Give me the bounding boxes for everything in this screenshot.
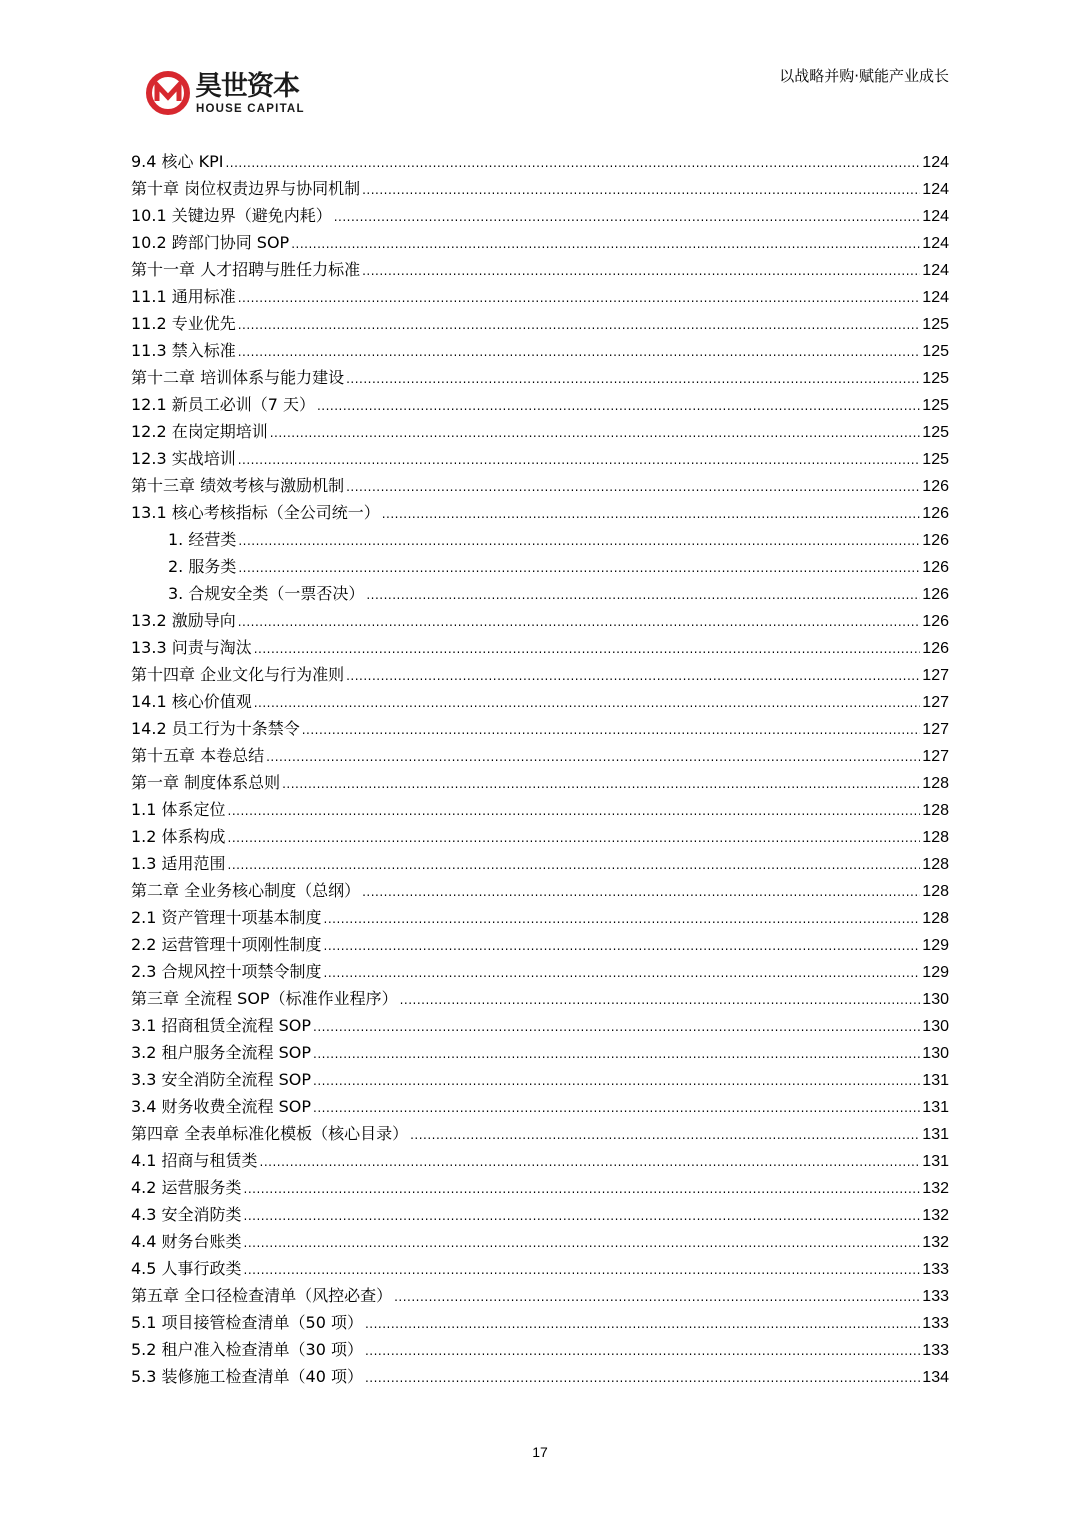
toc-entry-title: 4.4 财务台账类 xyxy=(131,1232,242,1251)
toc-dot-leader xyxy=(400,987,921,1014)
toc-dot-leader xyxy=(362,258,920,285)
toc-entry-page: 125 xyxy=(922,316,949,333)
toc-entry[interactable] xyxy=(131,1363,949,1390)
toc-entry-title: 1.1 体系定位 xyxy=(131,800,226,819)
toc-entry[interactable] xyxy=(131,904,949,931)
page-header xyxy=(0,0,1080,140)
toc-entry[interactable] xyxy=(131,607,949,634)
toc-dot-leader xyxy=(346,366,920,393)
toc-entry[interactable] xyxy=(131,1201,949,1228)
toc-entry-title: 13.2 激励导向 xyxy=(131,611,236,630)
toc-entry[interactable] xyxy=(131,1228,949,1255)
toc-dot-leader xyxy=(334,204,921,231)
toc-entry-title: 第十章 岗位权责边界与协同机制 xyxy=(131,179,361,198)
toc-dot-leader xyxy=(270,420,921,447)
toc-entry[interactable] xyxy=(131,148,949,175)
toc-dot-leader xyxy=(346,663,920,690)
toc-entry-title: 第十一章 人才招聘与胜任力标准 xyxy=(131,260,361,279)
toc-dot-leader xyxy=(291,231,920,258)
toc-entry[interactable] xyxy=(131,1093,949,1120)
table-of-contents xyxy=(131,148,949,1390)
toc-dot-leader xyxy=(238,339,921,366)
toc-entry[interactable] xyxy=(131,958,949,985)
toc-entry[interactable] xyxy=(131,823,949,850)
toc-dot-leader xyxy=(266,744,920,771)
toc-entry[interactable] xyxy=(131,769,949,796)
toc-entry-title: 11.2 专业优先 xyxy=(131,314,236,333)
toc-dot-leader xyxy=(346,474,920,501)
toc-entry-title: 13.3 问责与淘汰 xyxy=(131,638,252,657)
toc-entry[interactable] xyxy=(131,931,949,958)
toc-entry-title: 12.3 实战培训 xyxy=(131,449,236,468)
toc-entry-title: 2. 服务类 xyxy=(168,557,237,576)
toc-dot-leader xyxy=(238,447,921,474)
toc-dot-leader xyxy=(394,1284,920,1311)
toc-entry-title: 1. 经营类 xyxy=(168,530,237,549)
toc-entry-page: 128 xyxy=(922,856,949,873)
toc-entry-page: 129 xyxy=(922,937,949,954)
toc-entry-title: 4.3 安全消防类 xyxy=(131,1205,242,1224)
toc-entry[interactable] xyxy=(131,175,949,202)
toc-dot-leader xyxy=(244,1257,921,1284)
toc-entry[interactable] xyxy=(131,1174,949,1201)
toc-dot-leader xyxy=(313,1041,920,1068)
toc-entry-page: 134 xyxy=(922,1369,949,1386)
toc-dot-leader xyxy=(228,825,921,852)
toc-entry-title: 2.1 资产管理十项基本制度 xyxy=(131,908,322,927)
toc-entry-title: 第二章 全业务核心制度（总纲） xyxy=(131,881,361,900)
toc-entry-page: 125 xyxy=(922,343,949,360)
toc-entry[interactable] xyxy=(131,1255,949,1282)
toc-dot-leader xyxy=(313,1068,920,1095)
toc-dot-leader xyxy=(365,1365,920,1392)
toc-entry-page: 126 xyxy=(922,532,949,549)
toc-entry[interactable] xyxy=(131,283,949,310)
toc-entry-title: 第五章 全口径检查清单（风控必查） xyxy=(131,1286,393,1305)
toc-dot-leader xyxy=(254,636,921,663)
toc-entry-title: 5.3 装修施工检查清单（40 项） xyxy=(131,1367,363,1386)
toc-entry-page: 129 xyxy=(922,964,949,981)
toc-entry[interactable] xyxy=(131,337,949,364)
toc-entry[interactable] xyxy=(131,1039,949,1066)
toc-dot-leader xyxy=(238,555,920,582)
toc-dot-leader xyxy=(244,1203,921,1230)
toc-entry-title: 14.2 员工行为十条禁令 xyxy=(131,719,300,738)
toc-dot-leader xyxy=(365,1338,920,1365)
toc-dot-leader xyxy=(382,501,921,528)
toc-entry-page: 131 xyxy=(922,1153,949,1170)
toc-entry-page: 132 xyxy=(922,1234,949,1251)
toc-entry[interactable] xyxy=(131,553,949,580)
toc-entry[interactable] xyxy=(131,526,949,553)
toc-entry-title: 14.1 核心价值观 xyxy=(131,692,252,711)
toc-entry-title: 12.1 新员工必训（7 天） xyxy=(131,395,315,414)
toc-entry[interactable] xyxy=(131,877,949,904)
toc-dot-leader xyxy=(366,582,920,609)
toc-entry-page: 133 xyxy=(922,1288,949,1305)
toc-entry-title: 5.2 租户准入检查清单（30 项） xyxy=(131,1340,363,1359)
toc-entry-title: 3.3 安全消防全流程 SOP xyxy=(131,1070,312,1089)
toc-entry-page: 126 xyxy=(922,478,949,495)
toc-entry-title: 第四章 全表单标准化模板（核心目录） xyxy=(131,1124,409,1143)
toc-dot-leader xyxy=(324,933,921,960)
toc-entry[interactable] xyxy=(131,1066,949,1093)
company-logo xyxy=(145,70,315,122)
toc-entry-page: 130 xyxy=(922,1045,949,1062)
toc-entry[interactable] xyxy=(131,364,949,391)
toc-dot-leader xyxy=(313,1095,920,1122)
toc-entry[interactable] xyxy=(131,688,949,715)
toc-entry-title: 3.2 租户服务全流程 SOP xyxy=(131,1043,312,1062)
toc-entry-page: 130 xyxy=(922,991,949,1008)
toc-dot-leader xyxy=(324,906,921,933)
toc-dot-leader xyxy=(244,1176,921,1203)
toc-dot-leader xyxy=(225,150,920,177)
toc-entry[interactable] xyxy=(131,202,949,229)
toc-entry-title: 第十三章 绩效考核与激励机制 xyxy=(131,476,345,495)
toc-entry-title: 4.5 人事行政类 xyxy=(131,1259,242,1278)
toc-dot-leader xyxy=(244,1230,921,1257)
toc-entry-page: 128 xyxy=(922,802,949,819)
toc-entry-page: 127 xyxy=(922,667,949,684)
toc-entry-title: 2.3 合规风控十项禁令制度 xyxy=(131,962,322,981)
toc-entry-title: 第三章 全流程 SOP（标准作业程序） xyxy=(131,989,398,1008)
toc-entry-title: 11.1 通用标准 xyxy=(131,287,236,306)
toc-entry-page: 124 xyxy=(922,154,949,171)
toc-dot-leader xyxy=(260,1149,921,1176)
toc-entry-title: 第十四章 企业文化与行为准则 xyxy=(131,665,345,684)
toc-entry-page: 133 xyxy=(922,1261,949,1278)
toc-entry[interactable] xyxy=(131,661,949,688)
toc-entry[interactable] xyxy=(131,796,949,823)
toc-entry-page: 128 xyxy=(922,775,949,792)
toc-entry[interactable] xyxy=(131,1012,949,1039)
toc-entry-page: 131 xyxy=(922,1126,949,1143)
toc-entry-page: 124 xyxy=(922,235,949,252)
page-number: 17 xyxy=(532,1444,548,1460)
toc-entry[interactable] xyxy=(131,445,949,472)
toc-entry[interactable] xyxy=(131,742,949,769)
toc-dot-leader xyxy=(302,717,921,744)
toc-entry[interactable] xyxy=(131,472,949,499)
toc-dot-leader xyxy=(313,1014,920,1041)
toc-entry[interactable] xyxy=(131,391,949,418)
toc-entry-title: 1.2 体系构成 xyxy=(131,827,226,846)
toc-entry[interactable] xyxy=(131,229,949,256)
toc-dot-leader xyxy=(238,285,921,312)
toc-entry-title: 5.1 项目接管检查清单（50 项） xyxy=(131,1313,363,1332)
toc-entry-page: 126 xyxy=(922,640,949,657)
toc-entry-title: 第一章 制度体系总则 xyxy=(131,773,281,792)
toc-entry[interactable] xyxy=(131,1120,949,1147)
toc-entry-title: 4.1 招商与租赁类 xyxy=(131,1151,258,1170)
toc-entry-page: 128 xyxy=(922,910,949,927)
toc-entry-page: 133 xyxy=(922,1342,949,1359)
toc-entry[interactable] xyxy=(131,580,949,607)
toc-entry-page: 125 xyxy=(922,370,949,387)
toc-entry-title: 第十二章 培训体系与能力建设 xyxy=(131,368,345,387)
toc-entry-title: 10.1 关键边界（避免内耗） xyxy=(131,206,332,225)
toc-entry-page: 132 xyxy=(922,1180,949,1197)
toc-entry-page: 126 xyxy=(922,559,949,576)
toc-entry-page: 124 xyxy=(922,181,949,198)
toc-entry[interactable] xyxy=(131,256,949,283)
toc-entry-title: 12.2 在岗定期培训 xyxy=(131,422,268,441)
toc-entry-title: 13.1 核心考核指标（全公司统一） xyxy=(131,503,380,522)
toc-dot-leader xyxy=(410,1122,920,1149)
toc-entry-page: 124 xyxy=(922,289,949,306)
toc-entry-page: 128 xyxy=(922,829,949,846)
toc-dot-leader xyxy=(365,1311,920,1338)
toc-dot-leader xyxy=(317,393,920,420)
toc-entry[interactable] xyxy=(131,850,949,877)
toc-entry[interactable] xyxy=(131,418,949,445)
toc-dot-leader xyxy=(282,771,920,798)
toc-entry[interactable] xyxy=(131,1336,949,1363)
toc-entry-title: 3. 合规安全类（一票否决） xyxy=(168,584,365,603)
toc-dot-leader xyxy=(362,879,920,906)
toc-dot-leader xyxy=(362,177,920,204)
toc-entry-title: 11.3 禁入标准 xyxy=(131,341,236,360)
toc-entry[interactable] xyxy=(131,985,949,1012)
toc-entry[interactable] xyxy=(131,634,949,661)
toc-entry[interactable] xyxy=(131,1309,949,1336)
toc-entry-page: 124 xyxy=(922,208,949,225)
toc-entry[interactable] xyxy=(131,715,949,742)
toc-entry-page: 126 xyxy=(922,613,949,630)
toc-entry[interactable] xyxy=(131,310,949,337)
toc-dot-leader xyxy=(228,852,921,879)
toc-entry-page: 131 xyxy=(922,1072,949,1089)
toc-entry-page: 125 xyxy=(922,424,949,441)
toc-entry-title: 3.1 招商租赁全流程 SOP xyxy=(131,1016,312,1035)
toc-entry[interactable] xyxy=(131,1147,949,1174)
toc-entry[interactable] xyxy=(131,1282,949,1309)
toc-entry-page: 125 xyxy=(922,451,949,468)
toc-dot-leader xyxy=(238,312,921,339)
toc-entry-page: 124 xyxy=(922,262,949,279)
toc-dot-leader xyxy=(238,528,920,555)
toc-entry-title: 3.4 财务收费全流程 SOP xyxy=(131,1097,312,1116)
toc-entry-page: 127 xyxy=(922,748,949,765)
toc-entry-page: 132 xyxy=(922,1207,949,1224)
toc-entry-page: 125 xyxy=(922,397,949,414)
header-slogan: 以战略并购·赋能产业成长 xyxy=(779,67,949,85)
toc-entry-page: 128 xyxy=(922,883,949,900)
toc-dot-leader xyxy=(254,690,921,717)
toc-entry-page: 133 xyxy=(922,1315,949,1332)
toc-dot-leader xyxy=(228,798,921,825)
toc-entry-title: 9.4 核心 KPI xyxy=(131,152,224,171)
toc-entry-page: 127 xyxy=(922,694,949,711)
toc-entry-title: 第十五章 本卷总结 xyxy=(131,746,265,765)
toc-dot-leader xyxy=(324,960,921,987)
toc-entry-page: 131 xyxy=(922,1099,949,1116)
toc-entry-page: 126 xyxy=(922,505,949,522)
toc-entry-page: 126 xyxy=(922,586,949,603)
toc-entry[interactable] xyxy=(131,499,949,526)
toc-entry-title: 4.2 运营服务类 xyxy=(131,1178,242,1197)
toc-entry-title: 10.2 跨部门协同 SOP xyxy=(131,233,290,252)
toc-entry-page: 127 xyxy=(922,721,949,738)
logo-chinese-name: 昊世资本 xyxy=(195,71,299,102)
toc-entry-title: 1.3 适用范围 xyxy=(131,854,226,873)
toc-entry-title: 2.2 运营管理十项刚性制度 xyxy=(131,935,322,954)
logo-english-name: HOUSE CAPITAL xyxy=(196,103,305,115)
house-capital-logo-icon xyxy=(145,70,191,116)
toc-dot-leader xyxy=(238,609,921,636)
toc-entry-page: 130 xyxy=(922,1018,949,1035)
